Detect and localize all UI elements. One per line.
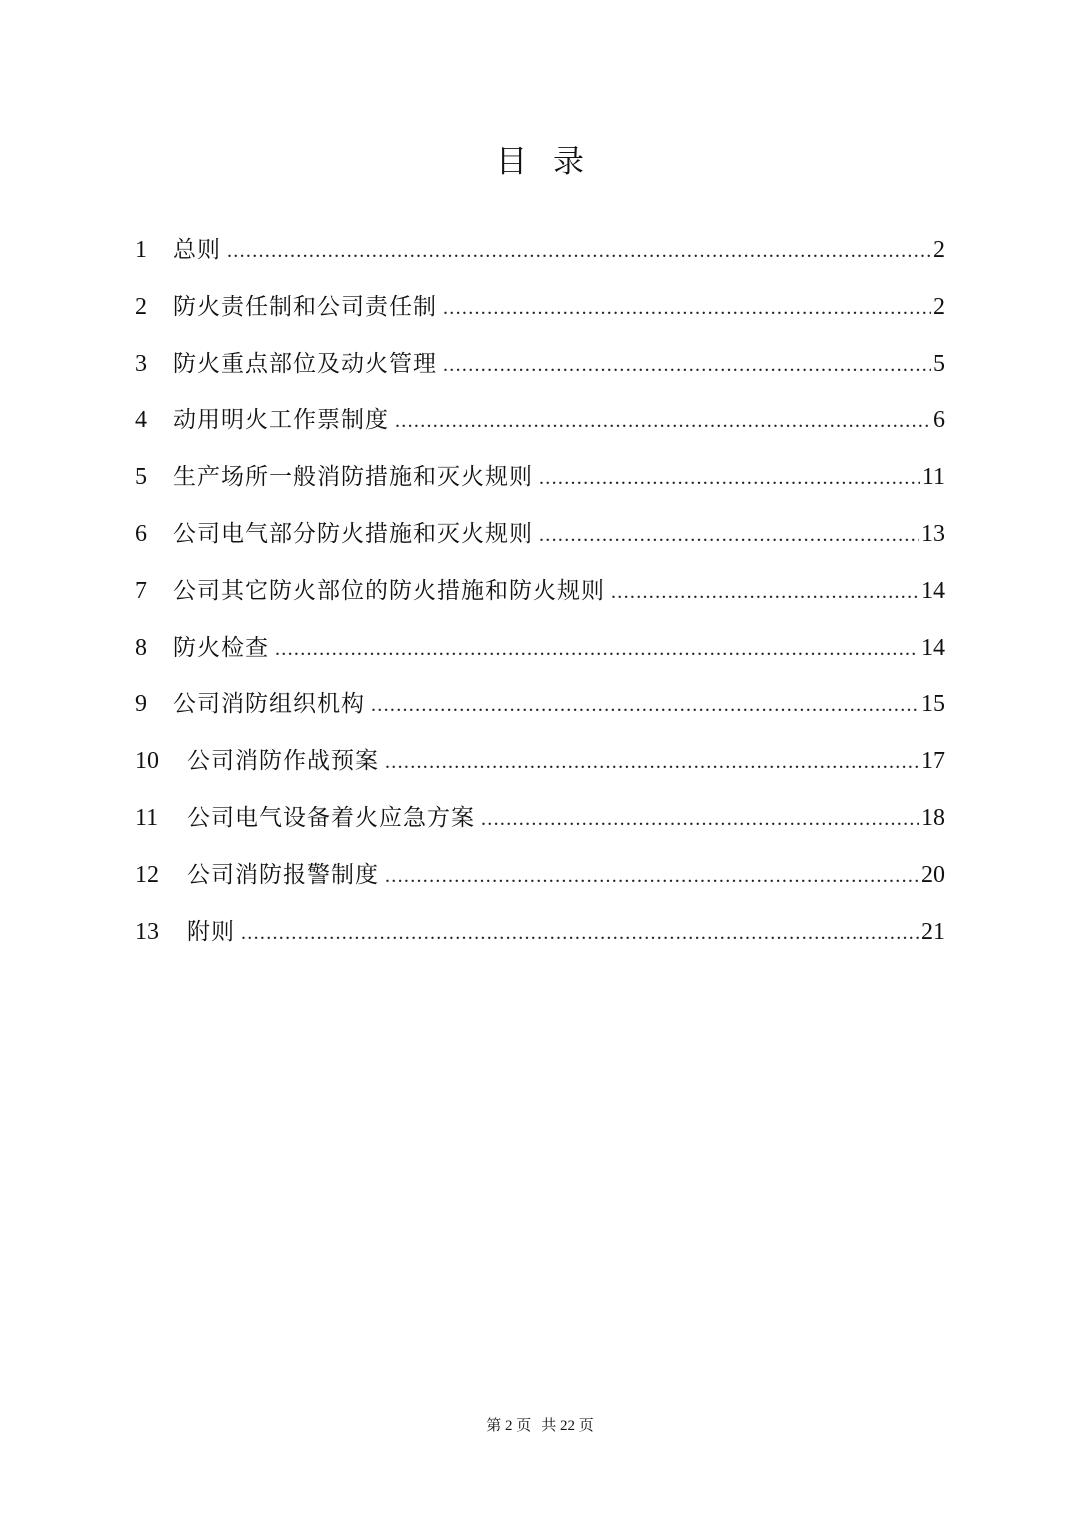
- toc-entry[interactable]: [135, 506, 945, 563]
- title-part-2: 录: [553, 144, 584, 180]
- toc-entry-title: 公司消防组织机构: [173, 691, 365, 718]
- toc-entry-page: 17: [921, 748, 945, 775]
- toc-dot-leader: [275, 621, 919, 678]
- toc-entry[interactable]: [135, 620, 945, 677]
- toc-entry-title: 生产场所一般消防措施和灭火规则: [173, 464, 533, 491]
- toc-dot-leader: [611, 564, 919, 621]
- toc-entry-title: 防火重点部位及动火管理: [173, 350, 437, 377]
- total-page-count: 共 22 页: [541, 1418, 594, 1434]
- toc-dot-leader: [443, 337, 931, 394]
- toc-entry[interactable]: [135, 392, 945, 449]
- toc-dot-leader: [227, 223, 931, 280]
- toc-entry-number: 7: [135, 577, 147, 604]
- toc-entry-page: 2: [933, 293, 945, 320]
- table-of-contents: [135, 222, 945, 960]
- toc-entry-page: 14: [921, 634, 945, 661]
- title-part-1: 目: [496, 144, 527, 180]
- toc-entry-title: 公司其它防火部位的防火措施和防火规则: [173, 577, 605, 604]
- toc-dot-leader: [539, 507, 919, 564]
- toc-dot-leader: [241, 905, 919, 962]
- toc-entry-number: 13: [135, 918, 159, 945]
- current-page-number: 第 2 页: [486, 1418, 532, 1434]
- toc-entry[interactable]: [135, 676, 945, 733]
- toc-entry[interactable]: [135, 790, 945, 847]
- toc-entry-number: 9: [135, 691, 147, 718]
- toc-entry[interactable]: [135, 336, 945, 393]
- toc-entry-title: 公司消防报警制度: [187, 861, 379, 888]
- toc-entry-number: 2: [135, 293, 147, 320]
- toc-entry-page: 2: [933, 237, 945, 263]
- toc-entry-number: 10: [135, 748, 159, 775]
- toc-entry-title: 附则: [187, 918, 235, 945]
- toc-dot-leader: [395, 393, 931, 450]
- page-footer: [0, 1415, 1080, 1437]
- toc-entry-number: 6: [135, 520, 147, 547]
- toc-entry[interactable]: [135, 279, 945, 336]
- toc-entry-title: 防火检查: [173, 634, 269, 661]
- toc-entry-number: 3: [135, 350, 147, 377]
- toc-entry-number: 4: [135, 407, 147, 434]
- toc-entry[interactable]: [135, 222, 945, 279]
- toc-entry[interactable]: [135, 733, 945, 790]
- toc-dot-leader: [371, 677, 919, 734]
- toc-dot-leader: [385, 734, 919, 791]
- toc-entry[interactable]: [135, 904, 945, 961]
- toc-entry-title: 防火责任制和公司责任制: [173, 293, 437, 320]
- toc-entry-page: 21: [921, 918, 945, 945]
- toc-entry-page: 11: [921, 464, 945, 491]
- toc-entry-title: 公司消防作战预案: [187, 748, 379, 775]
- toc-entry-title: 公司电气设备着火应急方案: [187, 804, 475, 831]
- toc-entry-title: 公司电气部分防火措施和灭火规则: [173, 520, 533, 547]
- page-title: [0, 140, 1080, 184]
- toc-dot-leader: [481, 791, 919, 848]
- toc-entry-page: 18: [921, 804, 945, 831]
- toc-entry[interactable]: [135, 847, 945, 904]
- toc-entry-page: 20: [921, 861, 945, 888]
- toc-entry-page: 13: [921, 520, 945, 547]
- toc-dot-leader: [385, 848, 919, 905]
- toc-entry-number: 11: [135, 804, 159, 831]
- toc-entry-page: 15: [921, 691, 945, 718]
- toc-entry[interactable]: [135, 449, 945, 506]
- toc-entry-number: 8: [135, 634, 147, 661]
- toc-dot-leader: [539, 450, 920, 507]
- toc-dot-leader: [443, 280, 931, 337]
- toc-entry-title: 总则: [173, 237, 221, 263]
- toc-entry-page: 14: [921, 577, 945, 604]
- toc-entry-number: 5: [135, 464, 147, 491]
- toc-entry-page: 6: [933, 407, 945, 434]
- toc-entry-number: 12: [135, 861, 159, 888]
- toc-entry[interactable]: [135, 563, 945, 620]
- toc-entry-page: 5: [933, 350, 945, 377]
- toc-entry-number: 1: [135, 237, 147, 263]
- toc-entry-title: 动用明火工作票制度: [173, 407, 389, 434]
